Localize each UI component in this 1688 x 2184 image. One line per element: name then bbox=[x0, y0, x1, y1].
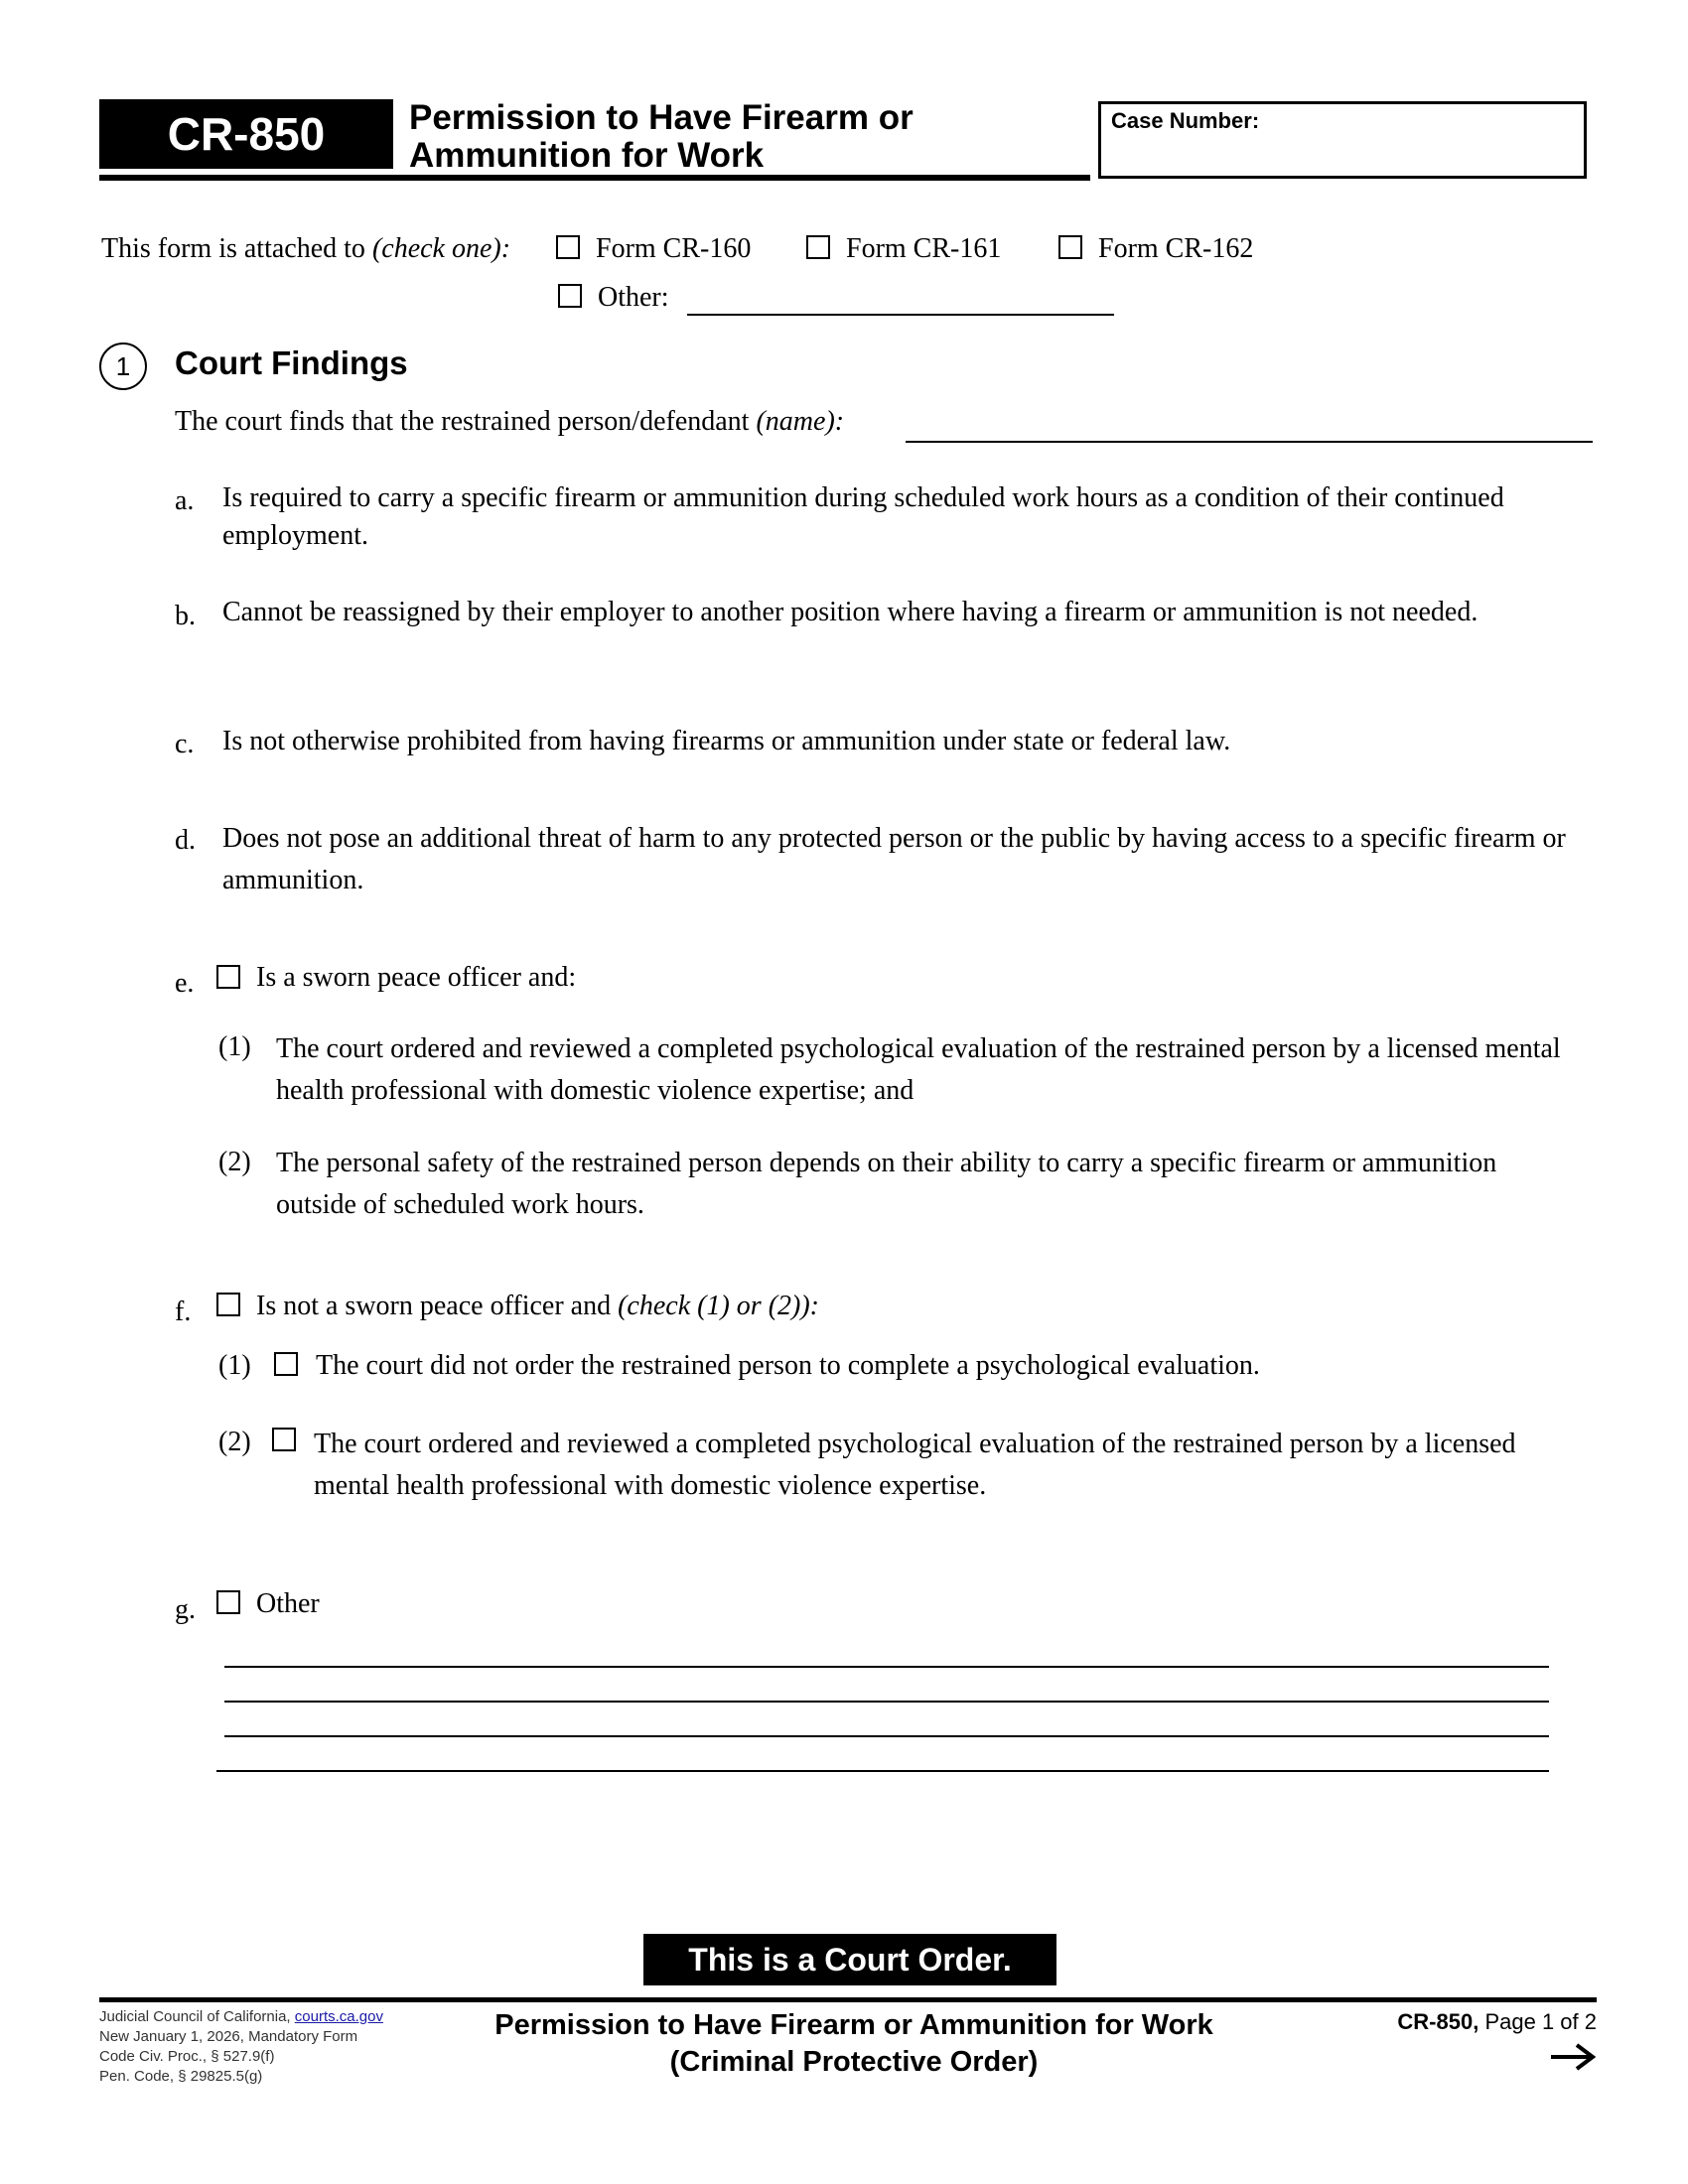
checkbox-other[interactable] bbox=[558, 284, 582, 313]
other-input-line[interactable] bbox=[216, 1770, 1549, 1772]
item-a-text: Is required to carry a specific firearm or ammunition during scheduled work hours as a condition of their continued employment. bbox=[222, 482, 1504, 551]
footer-line3: Code Civ. Proc., § 527.9(f) bbox=[99, 2048, 275, 2065]
option-other-label: Other: bbox=[598, 282, 669, 313]
court-order-banner: This is a Court Order. bbox=[643, 1934, 1056, 1985]
other-form-input-line[interactable] bbox=[687, 314, 1114, 316]
defendant-name-input-line[interactable] bbox=[906, 441, 1593, 443]
checkbox-item-f2[interactable] bbox=[272, 1428, 296, 1456]
case-number-label: Case Number: bbox=[1111, 108, 1260, 133]
checkbox-form-cr161[interactable] bbox=[806, 235, 830, 264]
footer-rule bbox=[99, 1997, 1597, 2002]
checkbox-item-f[interactable] bbox=[216, 1293, 240, 1321]
option-form-cr162: Form CR-162 bbox=[1098, 233, 1254, 264]
next-page-arrow-icon bbox=[1549, 2041, 1597, 2073]
form-title-line2: Ammunition for Work bbox=[409, 136, 765, 175]
item-c-text: Is not otherwise prohibited from having firearms or ammunition under state or federal law. bbox=[222, 726, 1231, 756]
option-form-cr161: Form CR-161 bbox=[846, 233, 1002, 264]
section-number-badge: 1 bbox=[99, 342, 147, 390]
header-rule bbox=[99, 175, 1090, 181]
footer-page-number: Page 1 of 2 bbox=[1484, 2009, 1597, 2034]
attached-label: This form is attached to bbox=[101, 233, 365, 264]
footer-line2: New January 1, 2026, Mandatory Form bbox=[99, 2028, 358, 2045]
item-g-text: Other bbox=[256, 1588, 320, 1619]
item-e2-text: The personal safety of the restrained person depends on their ability to carry a specific firearm or ammunition outside of scheduled work hours. bbox=[276, 1148, 1497, 1220]
item-b-letter: b. bbox=[175, 601, 196, 631]
item-e2-num: (2) bbox=[218, 1147, 251, 1177]
item-e1-text: The court ordered and reviewed a completed psychological evaluation of the restrained person by a licensed mental health professional with domestic violence expertise; and bbox=[276, 1033, 1561, 1106]
form-id-badge: CR-850 bbox=[99, 99, 393, 169]
courts-link[interactable]: courts.ca.gov bbox=[294, 2008, 383, 2025]
footer-title-line1: Permission to Have Firearm or Ammunition for Work bbox=[494, 2009, 1213, 2041]
item-d-text: Does not pose an additional threat of harm to any protected person or the public by having access to a specific firearm or ammunition. bbox=[222, 823, 1566, 895]
attached-label-group bbox=[101, 234, 510, 264]
item-g-letter: g. bbox=[175, 1594, 196, 1625]
item-f1-text: The court did not order the restrained person to complete a psychological evaluation. bbox=[316, 1350, 1260, 1381]
attached-hint: (check one): bbox=[371, 233, 511, 264]
checkbox-form-cr162[interactable] bbox=[1058, 235, 1082, 264]
other-input-line[interactable] bbox=[224, 1666, 1549, 1668]
checkbox-item-g[interactable] bbox=[216, 1590, 240, 1619]
form-title bbox=[409, 99, 1084, 175]
findings-intro bbox=[175, 407, 844, 437]
checkbox-item-f1[interactable] bbox=[274, 1352, 298, 1381]
checkbox-form-cr160[interactable] bbox=[556, 235, 580, 264]
footer-council: Judicial Council of California, bbox=[99, 2008, 291, 2025]
item-f-letter: f. bbox=[175, 1297, 192, 1327]
footer-council-line bbox=[99, 2007, 383, 2027]
footer-line4: Pen. Code, § 29825.5(g) bbox=[99, 2068, 263, 2085]
item-f1-num: (1) bbox=[218, 1350, 251, 1381]
item-f-text-group bbox=[256, 1292, 819, 1321]
findings-intro-text: The court finds that the restrained person/defendant bbox=[175, 406, 750, 437]
footer-citation bbox=[99, 2007, 383, 2087]
item-b-text: Cannot be reassigned by their employer to another position where having a firearm or ammunition is not needed. bbox=[222, 597, 1478, 627]
item-f2-text: The court ordered and reviewed a completed psychological evaluation of the restrained person by a licensed mental health professional with domestic violence expertise. bbox=[314, 1429, 1516, 1501]
findings-intro-hint: (name): bbox=[756, 406, 845, 437]
item-e1-num: (1) bbox=[218, 1031, 251, 1062]
item-f2-num: (2) bbox=[218, 1427, 251, 1457]
footer-form-ref: CR-850, bbox=[1397, 2009, 1479, 2034]
other-input-line[interactable] bbox=[224, 1701, 1549, 1703]
case-number-field[interactable] bbox=[1098, 101, 1587, 179]
item-f-text: Is not a sworn peace officer and bbox=[256, 1291, 612, 1321]
item-f-hint: (check (1) or (2)): bbox=[618, 1291, 819, 1321]
footer-page-info bbox=[1291, 2009, 1597, 2035]
form-title-line1: Permission to Have Firearm or bbox=[409, 98, 914, 137]
item-e-letter: e. bbox=[175, 968, 195, 999]
item-c-letter: c. bbox=[175, 729, 195, 759]
section-title: Court Findings bbox=[175, 344, 408, 381]
footer-title bbox=[457, 2007, 1251, 2081]
item-e-text: Is a sworn peace officer and: bbox=[256, 962, 577, 993]
checkbox-item-e[interactable] bbox=[216, 965, 240, 994]
item-d-letter: d. bbox=[175, 825, 196, 856]
footer-title-line2: (Criminal Protective Order) bbox=[669, 2046, 1039, 2078]
other-input-line[interactable] bbox=[224, 1735, 1549, 1737]
option-form-cr160: Form CR-160 bbox=[596, 233, 752, 264]
item-a-letter: a. bbox=[175, 485, 195, 516]
